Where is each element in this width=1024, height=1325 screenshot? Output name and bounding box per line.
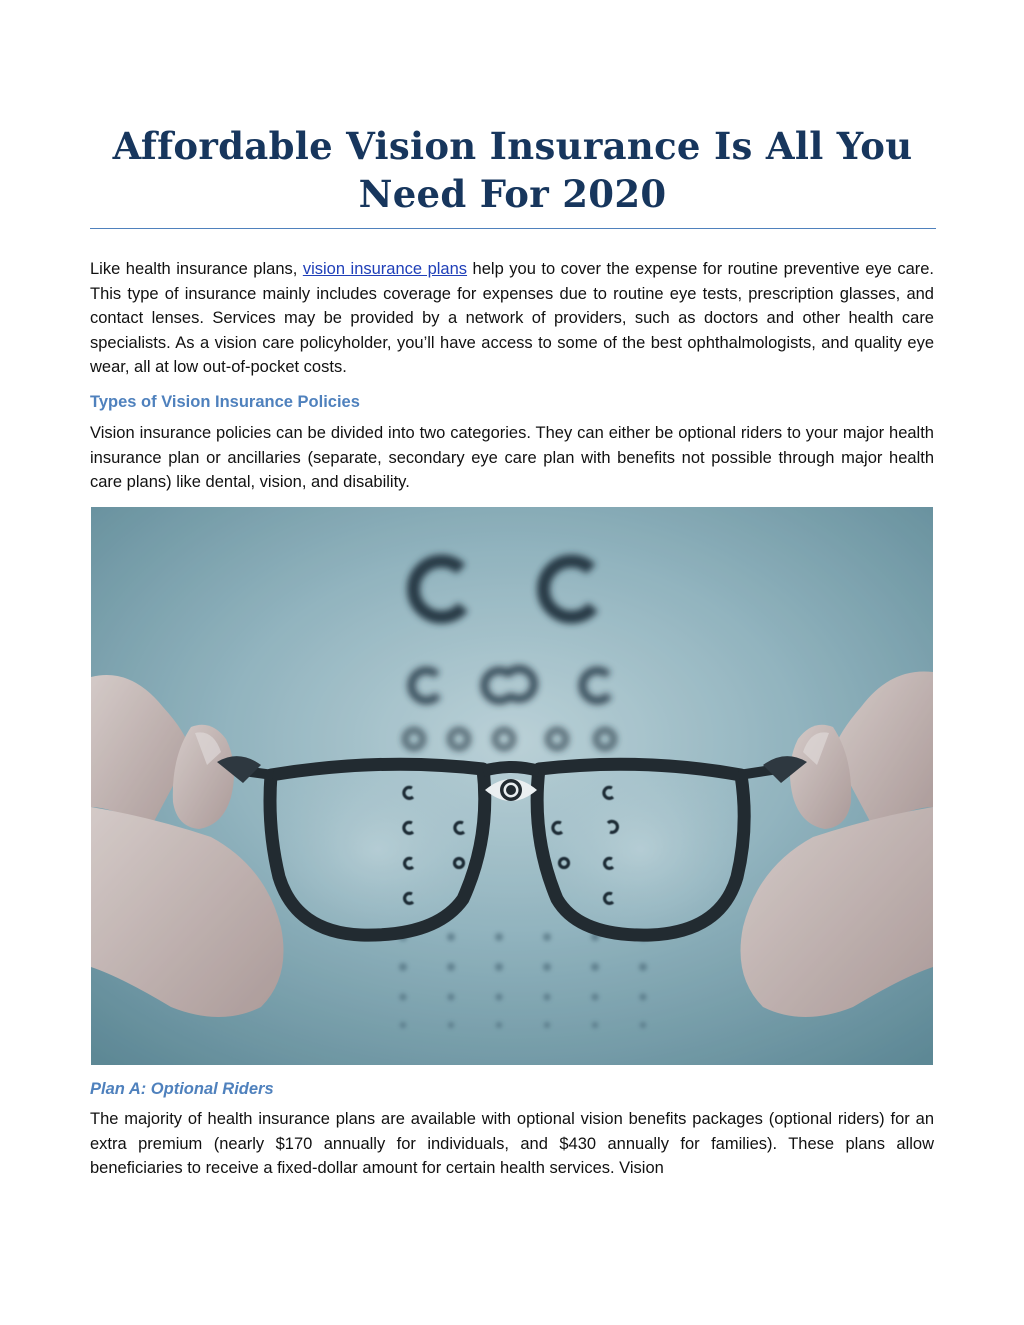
types-paragraph: Vision insurance policies can be divided into two categories. They can either be optional riders to your major health insurance plan or ancillaries (separate, secondary eye care plan with benefits not possible through major health care plans) like dental, vision, and disability. bbox=[90, 424, 934, 491]
intro-text-after: help you to cover the expense for routine preventive eye care. This type of insurance mainly includes coverage for expenses due to routine eye tests, prescription glasses, and contact lenses. Services may be provided by a network of providers, such as doctors and other health care specialists. As a vision care policyholder, you’ll have access to some of the best ophthalmologists, and quality eye wear, all at low out-of-pocket costs. bbox=[90, 260, 934, 376]
intro-text-before: Like health insurance plans, bbox=[90, 260, 303, 278]
vision-insurance-plans-link[interactable]: vision insurance plans bbox=[302, 260, 468, 278]
eyeglasses-eye-chart-photo bbox=[91, 507, 933, 1065]
photo-tint bbox=[91, 507, 933, 1065]
page-title: Affordable Vision Insurance Is All You Need For 2020 bbox=[112, 124, 913, 216]
plan-a-heading: Plan A: Optional Riders bbox=[90, 1080, 274, 1098]
title-divider bbox=[90, 228, 936, 229]
intro-paragraph bbox=[90, 257, 934, 380]
plan-a-paragraph: The majority of health insurance plans are available with optional vision benefits packages (optional riders) for an extra premium (nearly $170 annually for individuals, and $430 annually for families). These plans allow beneficiaries to receive a fixed-dollar amount for certain health services. Vision bbox=[90, 1110, 934, 1177]
types-heading: Types of Vision Insurance Policies bbox=[90, 393, 360, 411]
